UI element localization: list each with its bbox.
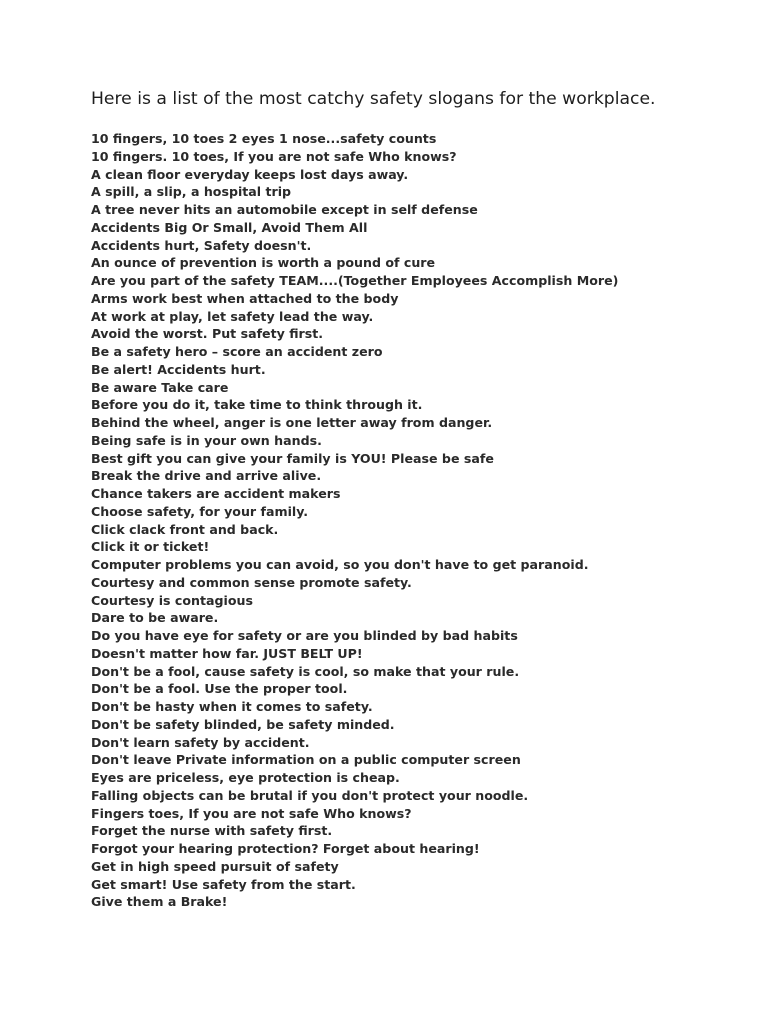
slogan-item: Forgot your hearing protection? Forget about hearing!: [91, 841, 480, 856]
slogan-item: An ounce of prevention is worth a pound of cure: [91, 255, 436, 271]
slogan-item: Don't be a fool. Use the proper tool.: [91, 681, 348, 697]
slogan-item: Being safe is in your own hands.: [91, 432, 322, 448]
slogan-list: [91, 130, 618, 911]
slogan-item: Before you do it, take time to think through it.: [91, 397, 423, 413]
slogan-item: Avoid the worst. Put safety first.: [91, 326, 324, 342]
slogan-item: Be a safety hero – score an accident zero: [91, 344, 383, 359]
slogan-item: Be alert! Accidents hurt.: [91, 361, 266, 377]
slogan-item: Don't be a fool, cause safety is cool, so make that your rule.: [91, 663, 520, 679]
slogan-item: Choose safety, for your family.: [91, 503, 309, 519]
slogan-item: Falling objects can be brutal if you don't protect your noodle.: [91, 787, 529, 803]
slogan-item: Don't leave Private information on a public computer screen: [91, 752, 521, 768]
document-heading: Here is a list of the most catchy safety slogans for the workplace.: [91, 89, 656, 109]
slogan-item: Courtesy and common sense promote safety.: [91, 574, 412, 590]
slogan-item: At work at play, let safety lead the way.: [91, 308, 374, 324]
slogan-item: Chance takers are accident makers: [91, 486, 341, 501]
slogan-item: Get in high speed pursuit of safety: [91, 858, 339, 874]
slogan-item: Be aware Take care: [91, 379, 229, 395]
slogan-item: Give them a Brake!: [91, 894, 228, 910]
slogan-item: Break the drive and arrive alive.: [91, 468, 322, 484]
slogan-item: Courtesy is contagious: [91, 592, 253, 608]
slogan-item: A clean floor everyday keeps lost days away.: [91, 166, 409, 182]
slogan-item: 10 fingers. 10 toes, If you are not safe Who knows?: [91, 148, 457, 164]
slogan-item: Don't be safety blinded, be safety minded.: [91, 716, 395, 732]
slogan-item: A tree never hits an automobile except in self defense: [91, 202, 478, 217]
slogan-item: 10 fingers, 10 toes 2 eyes 1 nose...safety counts: [91, 131, 437, 146]
slogan-item: Arms work best when attached to the body: [91, 290, 399, 306]
slogan-item: Forget the nurse with safety first.: [91, 823, 333, 839]
slogan-item: Get smart! Use safety from the start.: [91, 876, 356, 892]
slogan-item: Click it or ticket!: [91, 539, 210, 555]
slogan-item: Computer problems you can avoid, so you don't have to get paranoid.: [91, 557, 589, 572]
slogan-item: Eyes are priceless, eye protection is cheap.: [91, 770, 400, 785]
slogan-item: Are you part of the safety TEAM....(Together Employees Accomplish More): [91, 273, 619, 288]
slogan-item: Click clack front and back.: [91, 521, 279, 537]
slogan-item: A spill, a slip, a hospital trip: [91, 184, 292, 200]
slogan-item: Don't be hasty when it comes to safety.: [91, 699, 373, 714]
slogan-item: Behind the wheel, anger is one letter away from danger.: [91, 415, 493, 430]
slogan-item: Do you have eye for safety or are you blinded by bad habits: [91, 628, 518, 643]
slogan-item: Doesn't matter how far. JUST BELT UP!: [91, 645, 363, 661]
slogan-item: Accidents hurt, Safety doesn't.: [91, 237, 312, 253]
slogan-item: Best gift you can give your family is YOU! Please be safe: [91, 450, 494, 466]
slogan-item: Accidents Big Or Small, Avoid Them All: [91, 219, 368, 235]
slogan-item: Fingers toes, If you are not safe Who knows?: [91, 805, 412, 821]
slogan-item: Don't learn safety by accident.: [91, 734, 310, 750]
slogan-item: Dare to be aware.: [91, 610, 219, 626]
